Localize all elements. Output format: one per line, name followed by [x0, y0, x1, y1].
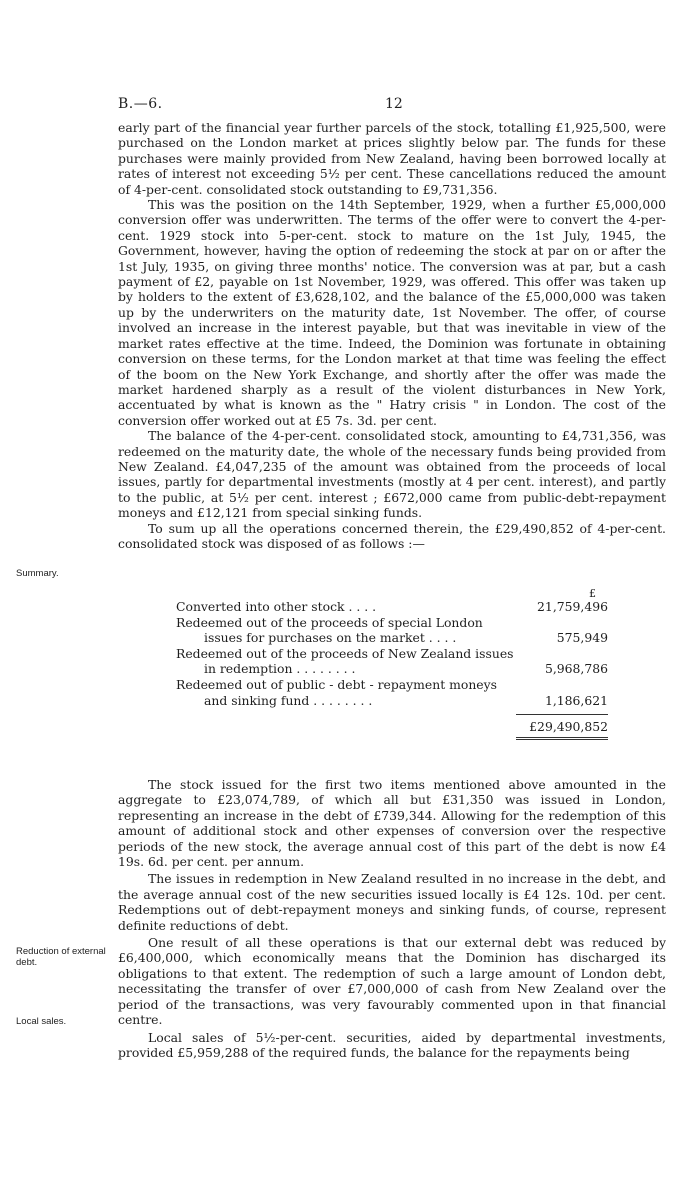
paragraph: The issues in redemption in New Zealand resulted in no increase in the debt, and the average annual cost of the new securities issued locally is £4 12s. 10d. per cent. Redemptions out of debt-repayment moneys and sinking funds, of course, represent definite reductions of debt.: [118, 871, 666, 933]
paragraph: Local sales of 5½-per-cent. securities, aided by departmental investments, provided £5,959,288 of the required funds, the balance for the repayments being: [118, 1029, 666, 1060]
item-description-cont: and sinking fund . . . . . . . .: [204, 692, 373, 708]
item-description: Converted into other stock . . . .: [176, 599, 377, 614]
paragraph: To sum up all the operations concerned therein, the £29,490,852 of 4-per-cent. consolidated stock was disposed of as follows :—: [118, 520, 666, 551]
item-amount: 575,949: [556, 630, 608, 646]
margin-note-reduction: Reduction of external debt.: [16, 946, 106, 968]
item-description: Redeemed out of public - debt - repayment moneys: [176, 676, 498, 692]
total-amount: £29,490,852: [529, 719, 608, 735]
body-text-top: [118, 120, 666, 551]
table-row: [176, 599, 608, 615]
item-amount: 1,186,621: [544, 692, 608, 708]
paragraph: This was the position on the 14th September, 1929, when a further £5,000,000 conversion offer was underwritten. The terms of the offer were to convert the 4-per-cent. 1929 stock into 5-per-cent. stock to mature on the 1st July, 1945, the Government, however, having the option of redeeming the stock at par on or after the 1st July, 1935, on giving three months' notice. The conversion was at par, but a cash payment of £2, payable on 1st November, 1929, was offered. This offer was taken up by holders to the extent of £3,628,102, and the balance of the £5,000,000 was taken up by the underwriters on the maturity date, 1st November. The offer, of course involved an increase in the interest payable, but that was inevitable in view of the market rates effective at the time. Indeed, the Dominion was fortunate in obtaining conversion on these terms, for the London market at that time was feeling the effect of the boom on the New York Exchange, and shortly after the offer was made the market hardened sharply as a result of the violent disturbances in New York, accentuated by what is known as the " Hatry crisis " in London. The cost of the conversion offer worked out at £5 7s. 3d. per cent.: [118, 197, 666, 428]
disposal-table: [176, 586, 608, 740]
table-row: [176, 646, 608, 677]
item-amount: 21,759,496: [537, 599, 608, 614]
body-text-bottom: [118, 777, 666, 1060]
margin-note-summary: Summary.: [16, 568, 59, 579]
item-description: Redeemed out of the proceeds of special London: [176, 614, 483, 630]
item-amount: 5,968,786: [544, 661, 608, 677]
page-number: 12: [385, 96, 403, 112]
item-description-cont: in redemption . . . . . . . .: [204, 661, 356, 677]
item-description: Redeemed out of the proceeds of New Zealand issues: [176, 645, 514, 661]
margin-note-local-sales: Local sales.: [16, 1016, 67, 1027]
subtotal-rule: [516, 714, 608, 715]
table-row: [176, 677, 608, 708]
paragraph: One result of all these operations is that our external debt was reduced by £6,400,000, which economically means that the Dominion has discharged its obligations to that extent. The redemption of such a large amount of London debt, necessitating the transfer of over £7,000,000 of cash from New Zealand over the period of the transactions, was very favourably commented upon in that financial centre.: [118, 935, 666, 1028]
paragraph: The stock issued for the first two items mentioned above amounted in the aggregate to £23,074,789, of which all but £31,350 was issued in London, representing an increase in the debt of £739,344. Allowing for the redemption of this amount of additional stock and other expenses of conversion over the respective periods of the new stock, the average annual cost of this part of the debt is now £4 19s. 6d. per cent. per annum.: [118, 777, 666, 870]
paragraph: The balance of the 4-per-cent. consolidated stock, amounting to £4,731,356, was redeemed on the maturity date, the whole of the necessary funds being provided from New Zealand. £4,047,235 of the amount was obtained from the proceeds of local issues, partly for departmental investments (mostly at 4 per cent. interest), and partly to the public, at 5½ per cent. interest ; £672,000 came from public-debt-repayment moneys and £12,121 from special sinking funds.: [118, 428, 666, 521]
table-row: [176, 615, 608, 646]
page-reference: B.—6.: [118, 96, 163, 112]
total-double-rule: [516, 737, 608, 740]
paragraph: early part of the financial year further parcels of the stock, totalling £1,925,500, were purchased on the London market at prices slightly below par. The funds for these purchases were mainly provided from New Zealand, having been borrowed locally at rates of interest not exceeding 5½ per cent. These cancellations reduced the amount of 4-per-cent. consolidated stock outstanding to £9,731,356.: [118, 120, 666, 197]
total-row: [176, 719, 608, 735]
item-description-cont: issues for purchases on the market . . . .: [204, 630, 457, 646]
currency-symbol: £: [589, 587, 596, 600]
